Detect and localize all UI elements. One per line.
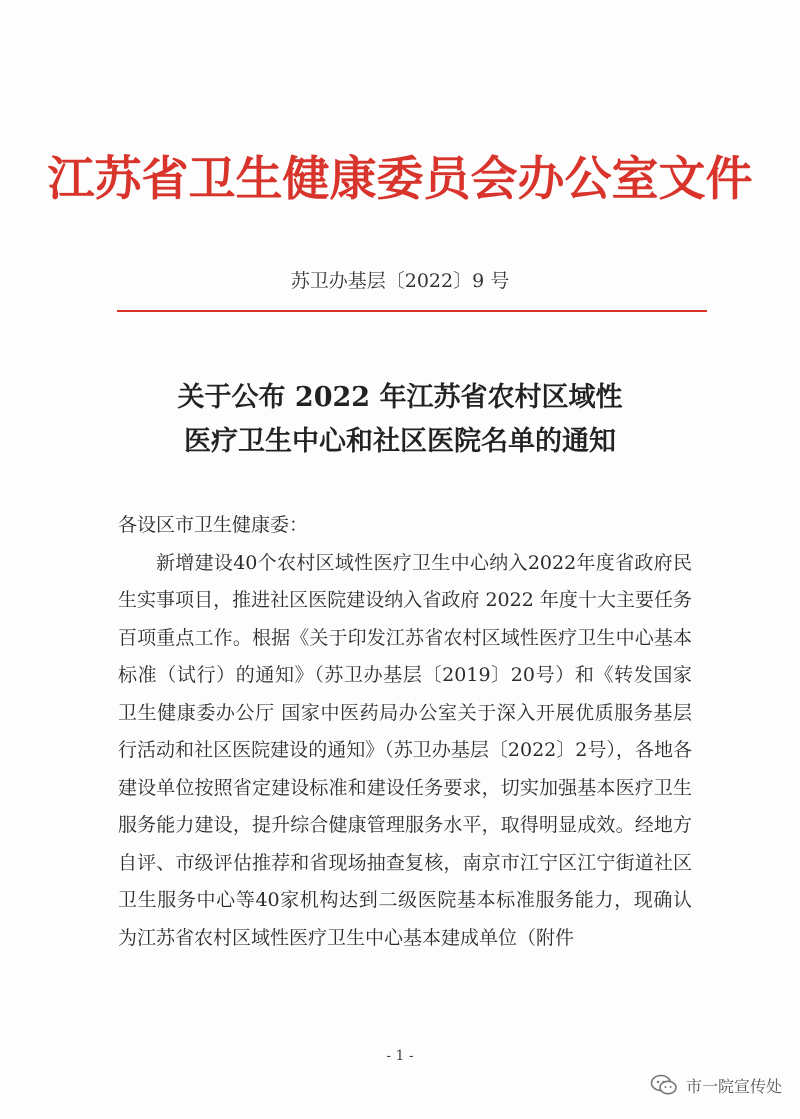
notice-title-line-2: 医疗卫生中心和社区医院名单的通知 [184,426,616,457]
red-divider-line [117,310,707,312]
salutation: 各设区市卫生健康委： [118,514,309,536]
watermark-text: 市一院宣传处 [685,1076,782,1096]
account-watermark [650,1070,782,1100]
wechat-icon [650,1074,678,1096]
document-number: 苏卫办基层〔2022〕9 号 [290,270,510,292]
notice-title-line-1: 关于公布 2022 年江苏省农村区域性 [177,382,623,413]
body-paragraph: 新增建设40个农村区域性医疗卫生中心纳入2022年度省政府民生实事项目，推进社区医院建设纳入省政府 2022 年度十大主要任务百项重点工作。根据《关于印发江苏省农村区域性医疗卫生中心基本标准（试行）的通知》（苏卫办基层〔2019〕20号）和《转发国家卫生健康委办公厅 国家中医药局办公室关于深入开展优质服务基层行活动和社区医院建设的通知》（苏卫办基层〔2022〕2号），各地各建设单位按照省定建设标准和建设任务要求，切实加强基本医疗卫生服务能力建设，提升综合健康管理服务水平，取得明显成效。经地方自评、市级评估推荐和省现场抽查复核，南京市江宁区江宁街道社区卫生服务中心等40家机构达到二级医院基本标准服务能力，现确认为江苏省农村区域性医疗卫生中心基本建成单位（附件 [118,551,692,949]
notice-title [0,376,800,464]
issuer-header-title: 江苏省卫生健康委员会办公室文件 [47,152,753,207]
document-body [118,507,692,957]
page-number: - 1 - [386,1048,414,1064]
